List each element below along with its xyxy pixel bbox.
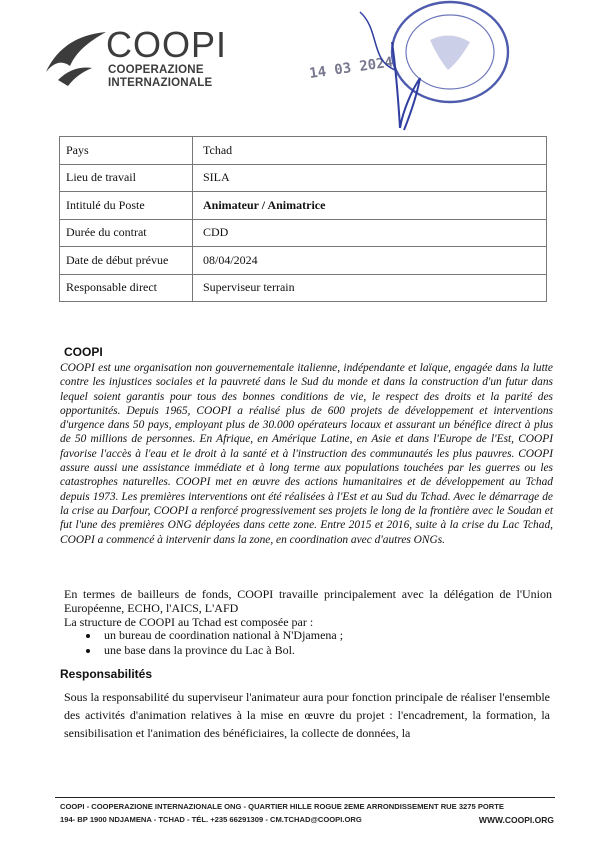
row-value: Animateur / Animatrice [193, 192, 547, 220]
logo-subtitle-line2: INTERNAZIONALE [108, 77, 213, 89]
coopi-logo [40, 22, 240, 92]
row-label: Durée du contrat [60, 219, 193, 247]
structure-list [64, 628, 343, 658]
job-info-table [59, 136, 547, 302]
list-item: • une base dans la province du Lac à Bol. [100, 643, 343, 658]
row-value: CDD [193, 219, 547, 247]
coopi-description: COOPI est une organisation non gouvernementale italienne, indépendante et laïque, engagée dans la lutte contre les injustices sociales et la pauvreté dans le Sud du monde et dans la construction d'un futur dans lequel soient garantis pour tous des bonnes conditions de vie, le respect des droits et la parité des opportunités. Depuis 1965, COOPI a réalisé plus de 600 projets de développement et interventions d'urgence dans 50 pays, employant plus de 30.000 opérateurs locaux et assurant un bénéfice direct à plus de 50 millions de personnes. En Afrique, en Amérique Latine, en Asie et dans l'Europe de l'Est, COOPI favorise l'accès à l'eau et le droit à la santé et à l'instruction des communautés les plus pauvres. COOPI assure aussi une assistance immédiate et à long terme aux populations touchées par les guerres ou les catastrophes naturelles. COOPI met en œuvre des actions humanitaires et de développement au Tchad depuis 1973. Les premières interventions ont été réalisées à l'Est et au Sud du Tchad. Avec le démarrage de la crise au Darfour, COOPI a renforcé progressivement ses projets le long de la frontière avec le Soudan et fut l'une des premières ONG déployées dans cette zone. Entre 2015 et 2016, suite à la crise du Lac Tchad, COOPI a commencé à intervenir dans la zone, en coordination avec d'autres ONGs. [60, 362, 553, 546]
list-item: • un bureau de coordination national à N'Djamena ; [100, 628, 343, 643]
row-label: Lieu de travail [60, 164, 193, 192]
donors-paragraph: En termes de bailleurs de fonds, COOPI travaille principalement avec la délégation de l'Union Européenne, ECHO, l'AICS, L'AFD [64, 587, 552, 615]
table-row [60, 192, 547, 220]
logo-subtitle-line1: COOPERAZIONE [108, 64, 204, 76]
responsibilities-paragraph: Sous la responsabilité du superviseur l'animateur aura pour fonction principale de réaliser l'ensemble des activités d'animation relatives à la mise en œuvre du projet : l'encadrement, la formation, la sensibilisation et l'animation des bénéficiaires, la collecte de données, la [64, 690, 550, 740]
footer-divider [55, 797, 555, 798]
row-value: Tchad [193, 137, 547, 165]
footer-website-link[interactable]: WWW.COOPI.ORG [478, 815, 554, 825]
row-label: Pays [60, 137, 193, 165]
row-value: Superviseur terrain [193, 274, 547, 302]
official-stamp [300, 0, 600, 140]
table-row [60, 219, 547, 247]
coopi-swoosh-icon [40, 22, 110, 92]
table-row [60, 247, 547, 275]
row-label: Responsable direct [60, 274, 193, 302]
row-value: 08/04/2024 [193, 247, 547, 275]
row-label: Intitulé du Poste [60, 192, 193, 220]
table-row [60, 137, 547, 165]
footer-address-line2: 194- BP 1900 NDJAMENA - TCHAD - TÉL. +235 66291309 - CM.TCHAD@COOPI.ORG [60, 815, 362, 824]
section-heading-responsabilites: Responsabilités [60, 667, 153, 681]
table-row [60, 274, 547, 302]
row-value: SILA [193, 164, 547, 192]
table-row [60, 164, 547, 192]
stamp-date: 14 03 2024 [308, 54, 395, 82]
logo-wordmark: COOPI [106, 24, 228, 65]
section-heading-coopi: COOPI [64, 345, 103, 359]
row-label: Date de début prévue [60, 247, 193, 275]
structure-intro: La structure de COOPI au Tchad est composée par : [64, 615, 314, 629]
footer-address-line1: COOPI - COOPERAZIONE INTERNAZIONALE ONG - QUARTIER HILLE ROGUE 2EME ARRONDISSEMENT RUE 3275 PORTE [60, 802, 504, 811]
